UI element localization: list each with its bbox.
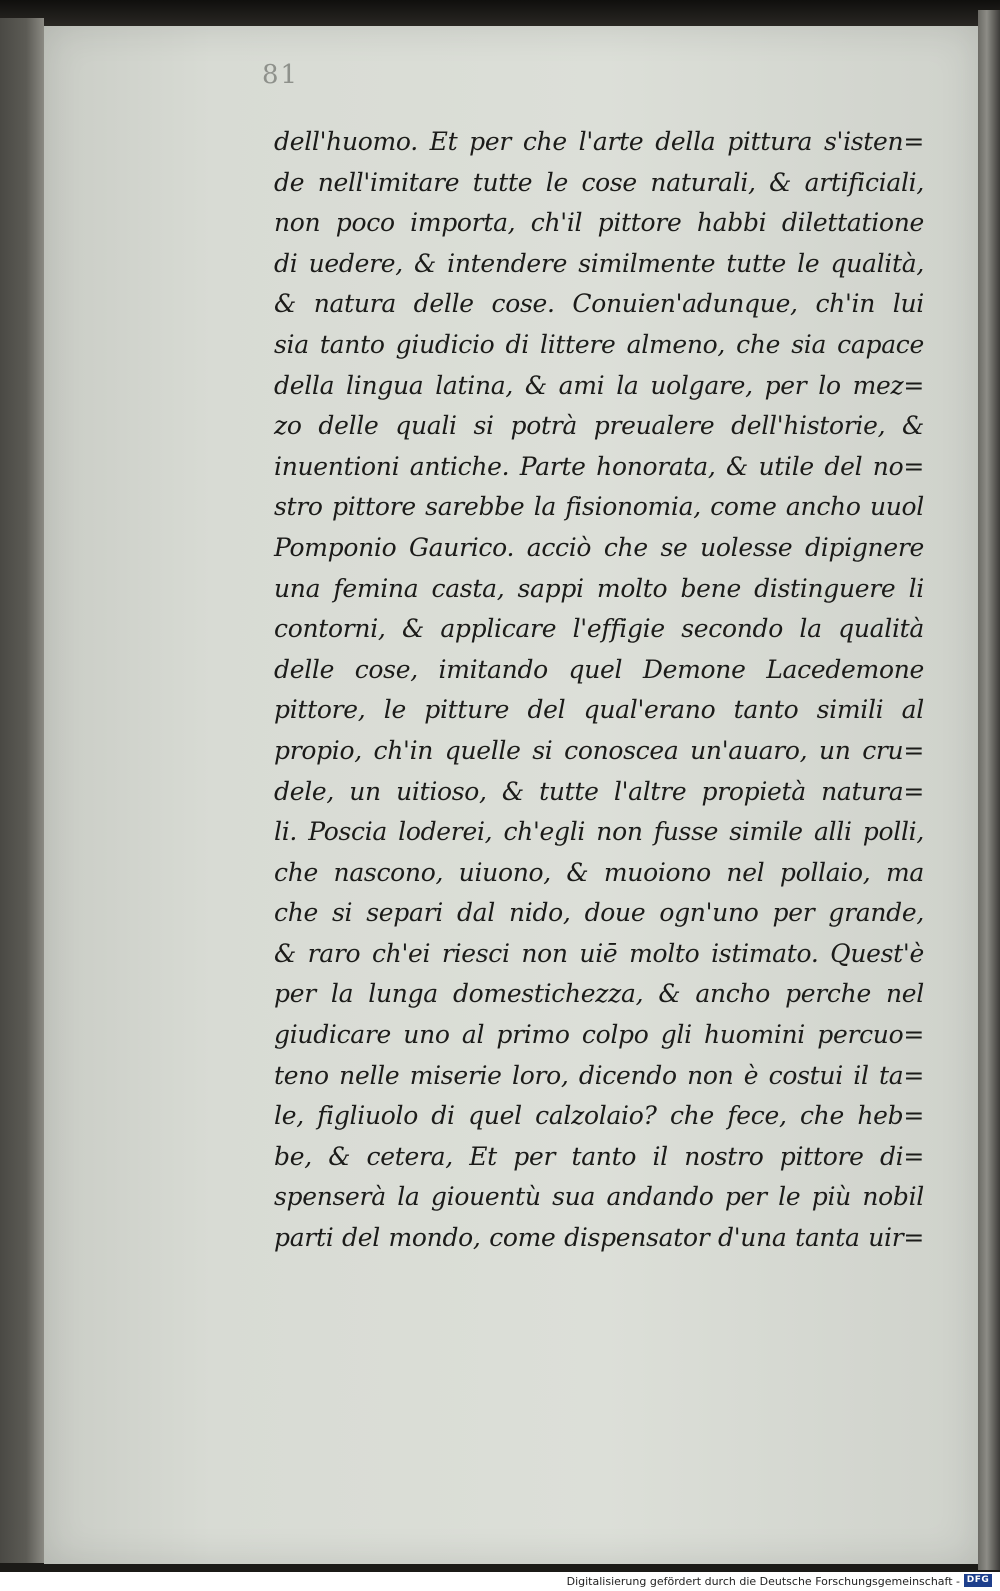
text-line: una femina casta, sappi molto bene distinguere li <box>274 573 924 603</box>
text-line: dele, un uitioso, & tutte l'altre propietà natura= <box>274 776 924 806</box>
text-line: delle cose, imitando quel Demone Lacedemone <box>274 654 924 684</box>
text-line: teno nelle miserie loro, dicendo non è costui il ta= <box>274 1060 924 1090</box>
text-line: de nell'imitare tutte le cose naturali, & artificiali, <box>274 167 924 197</box>
text-line: che nascono, uiuono, & muoiono nel pollaio, ma <box>274 857 924 887</box>
text-line: parti del mondo, come dispensator d'una tanta uir= <box>274 1223 924 1253</box>
text-line: di uedere, & intendere similmente tutte le qualità, <box>274 248 924 278</box>
body-text <box>274 122 924 1259</box>
text-line: le, figliuolo di quel calzolaio? che fece, che heb= <box>274 1101 924 1131</box>
text-line: spenserà la giouentù sua andando per le più nobil <box>274 1182 924 1212</box>
text-line: li. Poscia loderei, ch'egli non fusse simile alli polli, <box>274 817 924 847</box>
text-line: per la lunga domestichezza, & ancho perche nel <box>274 979 924 1009</box>
text-line: & natura delle cose. Conuien'adunque, ch'in lui <box>274 289 924 319</box>
text-line: be, & cetera, Et per tanto il nostro pittore di= <box>274 1141 924 1171</box>
text-line: contorni, & applicare l'effigie secondo la qualità <box>274 614 924 644</box>
text-line: pittore, le pitture del qual'erano tanto simili al <box>274 695 924 725</box>
text-line: non poco importa, ch'il pittore habbi dilettatione <box>274 208 924 238</box>
page-number: 81 <box>262 60 300 90</box>
text-line: che si separi dal nido, doue ogn'uno per grande, <box>274 898 924 928</box>
text-line: Pomponio Gaurico. acciò che se uolesse dipignere <box>274 532 924 562</box>
text-line: & raro ch'ei riesci non uiē molto istimato. Quest'è <box>274 938 924 968</box>
text-line: inuentioni antiche. Parte honorata, & utile del no= <box>274 451 924 481</box>
dfg-logo-icon: DFG <box>964 1574 992 1587</box>
text-line: giudicare uno al primo colpo gli huomini percuo= <box>274 1020 924 1050</box>
book-left-edge <box>0 18 44 1563</box>
book-top-edge <box>0 0 1000 28</box>
text-line: sia tanto giudicio di littere almeno, che sia capace <box>274 329 924 359</box>
text-line: dell'huomo. Et per che l'arte della pittura s'isten= <box>274 127 924 156</box>
footer-credit: Digitalisierung gefördert durch die Deutsche Forschungsgemeinschaft - <box>566 1575 960 1588</box>
text-line: propio, ch'in quelle si conoscea un'auaro, un cru= <box>274 735 924 765</box>
text-line: stro pittore sarebbe la fisionomia, come ancho uuol <box>274 492 924 522</box>
book-right-edge <box>978 10 1000 1570</box>
text-line: zo delle quali si potrà preualere dell'historie, & <box>274 411 924 441</box>
text-line: della lingua latina, & ami la uolgare, per lo mez= <box>274 370 924 400</box>
